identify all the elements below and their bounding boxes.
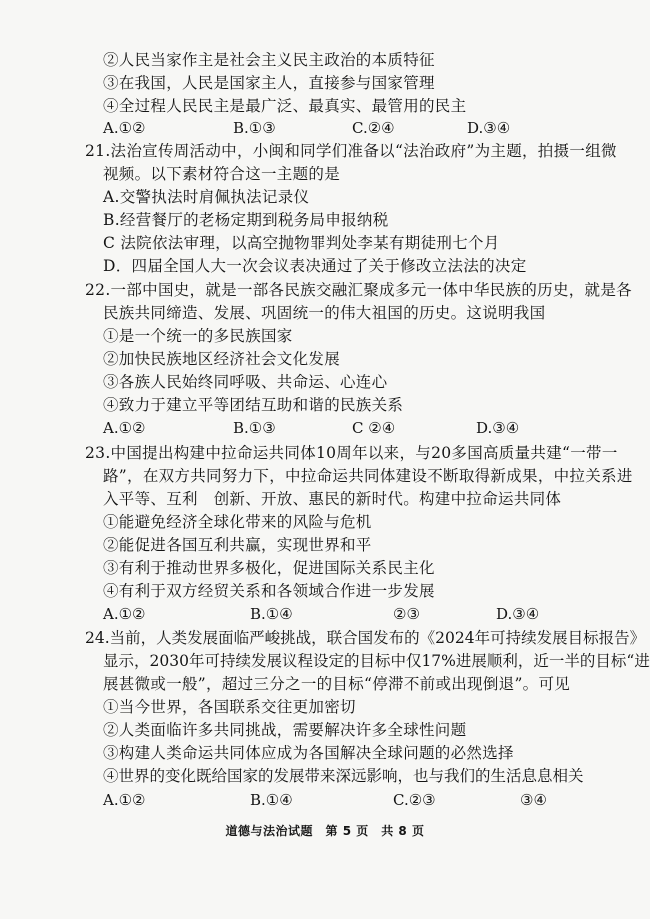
q20-statement-4: ④全过程人民民主是最广泛、最真实、最管用的民主	[103, 97, 467, 115]
q21-option-a: A.交警执法时肩佩执法记录仪	[103, 188, 310, 206]
q22-stem-line-1: 22.一部中国史，就是一部各民族交融汇聚成多元一体中华民族的历史，就是各	[85, 281, 632, 299]
q21-stem-line-1: 21.法治宣传周活动中，小闽和同学们准备以“法治政府”为主题，拍摄一组微	[85, 142, 617, 160]
q23-statement-4: ④有利于双方经贸关系和各领域合作进一步发展	[103, 582, 435, 600]
q20-option-d: D.③④	[467, 119, 511, 137]
q22-option-a: A.①②	[103, 419, 146, 437]
q20-statement-3: ③在我国，人民是国家主人，直接参与国家管理	[103, 74, 435, 92]
q22-statement-4: ④致力于建立平等团结互助和谐的民族关系	[103, 396, 404, 414]
q22-statement-1: ①是一个统一的多民族国家	[103, 327, 293, 345]
q20-option-a: A.①②	[103, 119, 146, 137]
q23-statement-1: ①能避免经济全球化带来的风险与危机	[103, 513, 372, 531]
q24-statement-4: ④世界的变化既给国家的发展带来深远影响，也与我们的生活息息相关	[103, 767, 584, 785]
q21-option-c: C 法院依法审理，以高空抛物罪判处李某有期徒刑七个月	[103, 234, 500, 252]
q24-stem-line-2: 显示，2030年可持续发展议程设定的目标中仅17%进展顺利，近一半的目标“进	[103, 652, 650, 670]
q23-option-c: ②③	[393, 605, 420, 623]
q22-stem-line-2: 民族共同缔造、发展、巩固统一的伟大祖国的历史。这说明我国	[103, 304, 546, 322]
q22-statement-3: ③各族人民始终同呼吸、共命运、心连心	[103, 373, 388, 391]
q24-statement-3: ③构建人类命运共同体应成为各国解决全球问题的必然选择	[103, 744, 514, 762]
q20-statement-2: ②人民当家作主是社会主义民主政治的本质特征	[103, 51, 435, 69]
q23-stem-line-3: 入平等、互利 创新、开放、惠民的新时代。构建中拉命运共同体	[103, 490, 562, 508]
q24-statement-2: ②人类面临许多共同挑战，需要解决许多全球性问题	[103, 721, 467, 739]
q22-option-b: B.①③	[233, 419, 276, 437]
q24-option-c: C.②③	[393, 791, 436, 809]
q23-option-b: B.①④	[250, 605, 293, 623]
q23-stem-line-1: 23.中国提出构建中拉命运共同体10周年以来，与20多国高质量共建“一带一	[85, 444, 618, 462]
q24-option-d: ③④	[520, 791, 547, 809]
q20-option-c: C.②④	[352, 119, 395, 137]
q22-option-d: D.③④	[476, 419, 520, 437]
q21-option-d: D．四届全国人大一次会议表决通过了关于修改立法法的决定	[103, 257, 527, 275]
q24-option-a: A.①②	[103, 791, 146, 809]
q24-stem-line-1: 24.当前，人类发展面临严峻挑战，联合国发布的《2024年可持续发展目标报告》	[85, 629, 646, 647]
q23-statement-3: ③有利于推动世界多极化，促进国际关系民主化	[103, 559, 435, 577]
q21-stem-line-2: 视频。以下素材符合这一主题的是	[103, 165, 341, 183]
q23-option-a: A.①②	[103, 605, 146, 623]
q24-statement-1: ①当今世界，各国联系交往更加密切	[103, 698, 356, 716]
q23-statement-2: ②能促进各国互利共赢，实现世界和平	[103, 536, 372, 554]
q20-option-b: B.①③	[233, 119, 276, 137]
q23-option-d: D.③④	[496, 605, 540, 623]
q24-stem-line-3: 展甚微或一般”，超过三分之一的目标“停滞不前或出现倒退”。可见	[103, 675, 571, 693]
q22-option-c: C ②④	[352, 419, 396, 437]
q23-stem-line-2: 路”，在双方共同努力下，中拉命运共同体建设不断取得新成果，中拉关系进	[103, 467, 633, 485]
q21-option-b: B.经营餐厅的老杨定期到税务局申报纳税	[103, 211, 389, 229]
q24-option-b: B.①④	[250, 791, 293, 809]
q22-statement-2: ②加快民族地区经济社会文化发展	[103, 350, 341, 368]
page-footer: 道德与法治试题 第 5 页 共 8 页	[225, 824, 425, 838]
